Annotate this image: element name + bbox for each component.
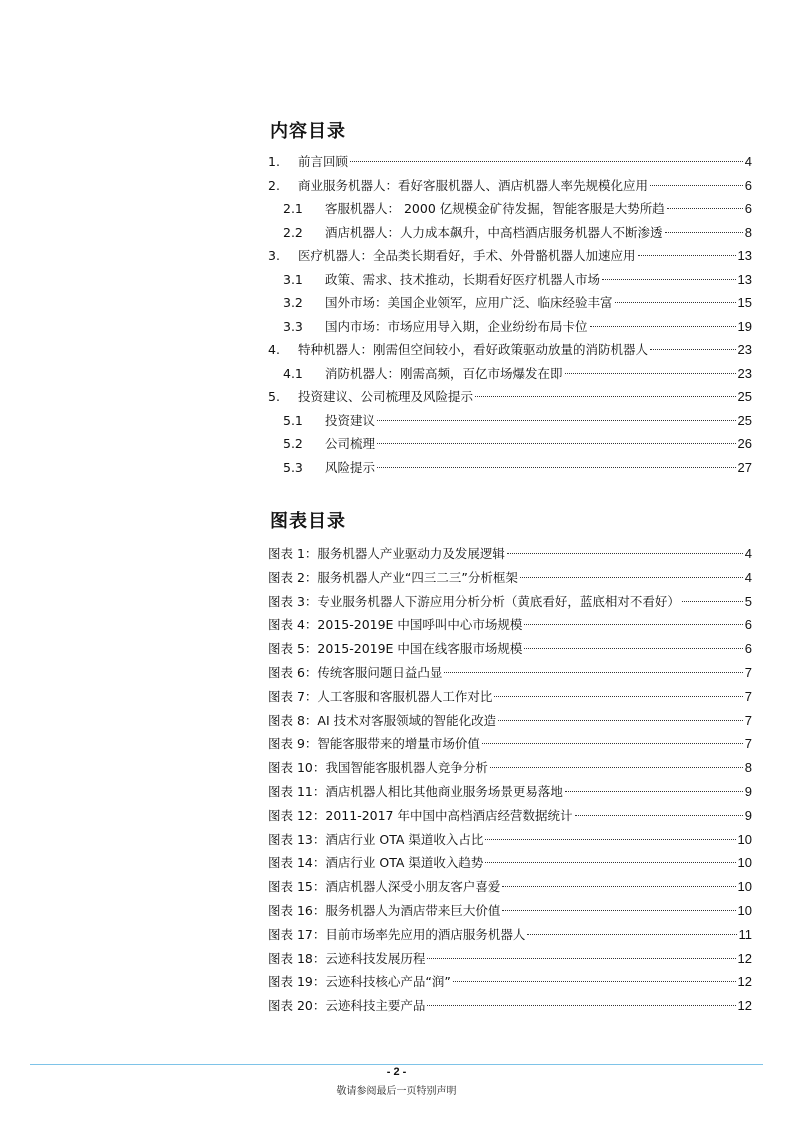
figure-entry[interactable] (268, 899, 752, 923)
figure-entry[interactable] (268, 613, 752, 637)
dot-leader (444, 671, 742, 673)
figure-entry[interactable] (268, 732, 752, 756)
figure-entry-label: 图表 5：2015-2019E 中国在线客服市场规模 (268, 641, 523, 657)
dot-leader (590, 325, 736, 327)
dot-leader (507, 552, 743, 554)
toc-list (268, 150, 752, 479)
figure-entry-page: 10 (737, 902, 752, 918)
figure-entry[interactable] (268, 780, 752, 804)
toc-entry-page: 6 (744, 201, 752, 216)
figure-entry[interactable] (268, 828, 752, 852)
toc-entry-label: 酒店机器人：人力成本飙升，中高档酒店服务机器人不断渗透 (325, 224, 663, 240)
toc-entry-number: 4.1 (283, 365, 303, 381)
figure-entry-label: 图表 17：目前市场率先应用的酒店服务机器人 (268, 926, 526, 942)
toc-entry-page: 15 (737, 295, 752, 310)
figure-entry-page: 10 (737, 879, 752, 895)
figure-entry[interactable] (268, 709, 752, 733)
toc-entry-number: 5.2 (283, 436, 303, 451)
figure-entry[interactable] (268, 542, 752, 566)
toc-entry[interactable] (268, 221, 752, 245)
toc-entry-label: 商业服务机器人：看好客服机器人、酒店机器人率先规模化应用 (298, 177, 649, 193)
figure-entry-label: 图表 4：2015-2019E 中国呼叫中心市场规模 (268, 617, 523, 633)
toc-entry[interactable] (268, 362, 752, 386)
toc-entry-page: 19 (737, 318, 752, 334)
dot-leader (527, 933, 736, 935)
dot-leader (453, 980, 736, 982)
footer-divider (30, 1064, 763, 1065)
figure-entry[interactable] (268, 685, 752, 709)
figure-list (268, 542, 752, 1018)
figure-entry-page: 12 (737, 950, 752, 966)
dot-leader (615, 301, 736, 303)
dot-leader (565, 790, 743, 792)
toc-entry[interactable] (268, 456, 752, 480)
toc-entry-number: 4. (268, 342, 280, 357)
toc-entry-page: 6 (744, 177, 752, 193)
toc-entry-page: 4 (744, 154, 752, 169)
toc-entry-page: 25 (737, 389, 752, 404)
toc-entry-page: 26 (737, 436, 752, 451)
dot-leader (475, 395, 736, 397)
figure-entry[interactable] (268, 947, 752, 971)
toc-entry[interactable] (268, 291, 752, 315)
dot-leader (502, 909, 735, 911)
toc-entry-label: 公司梳理 (325, 436, 376, 451)
toc-entry[interactable] (268, 150, 752, 174)
figure-entry-label: 图表 6：传统客服问题日益凸显 (268, 664, 443, 680)
figure-entry-label: 图表 11：酒店机器人相比其他商业服务场景更易落地 (268, 783, 563, 799)
figure-entry-label: 图表 8：AI 技术对客服领域的智能化改造 (268, 712, 497, 728)
figure-list-title: 图表目录 (270, 511, 346, 532)
figure-entry-page: 10 (737, 855, 752, 871)
figure-entry-page: 8 (744, 760, 752, 776)
toc-entry-label: 特种机器人：刚需但空间较小，看好政策驱动放量的消防机器人 (298, 342, 649, 357)
figure-entry-label: 图表 9：智能客服带来的增量市场价值 (268, 736, 480, 752)
toc-entry-page: 25 (737, 412, 752, 428)
toc-entry-number: 3. (268, 248, 280, 263)
figure-entry-page: 9 (744, 807, 752, 823)
toc-entry[interactable] (268, 409, 752, 433)
figure-entry-page: 5 (744, 593, 752, 609)
toc-entry-page: 13 (737, 248, 752, 263)
toc-entry-page: 23 (737, 342, 752, 357)
dot-leader (377, 442, 736, 444)
toc-entry-label: 国外市场：美国企业领军，应用广泛、临床经验丰富 (325, 295, 613, 310)
dot-leader (485, 838, 735, 840)
figure-entry[interactable] (268, 875, 752, 899)
figure-entry[interactable] (268, 661, 752, 685)
dot-leader (377, 419, 736, 421)
dot-leader (520, 576, 743, 578)
figure-entry-page: 6 (744, 641, 752, 657)
dot-leader (377, 466, 736, 468)
figure-entry-page: 11 (738, 926, 752, 942)
figure-entry-label: 图表 15：酒店机器人深受小朋友客户喜爱 (268, 879, 501, 895)
figure-entry[interactable] (268, 923, 752, 947)
figure-entry[interactable] (268, 851, 752, 875)
figure-entry-label: 图表 16：服务机器人为酒店带来巨大价值 (268, 902, 501, 918)
figure-entry-label: 图表 1：服务机器人产业驱动力及发展逻辑 (268, 546, 505, 561)
toc-entry[interactable] (268, 174, 752, 198)
figure-entry-label: 图表 3：专业服务机器人下游应用分析分析（黄底看好，蓝底相对不看好） (268, 593, 680, 609)
toc-entry-number: 2.2 (283, 224, 303, 240)
figure-entry-label: 图表 18：云迹科技发展历程 (268, 950, 426, 966)
toc-entry-page: 8 (744, 224, 752, 240)
toc-entry-number: 5.1 (283, 412, 303, 428)
figure-entry-page: 7 (744, 712, 752, 728)
dot-leader (350, 160, 743, 162)
figure-entry[interactable] (268, 756, 752, 780)
figure-entry-page: 7 (744, 736, 752, 752)
figure-entry-page: 7 (744, 664, 752, 680)
dot-leader (602, 278, 736, 280)
dot-leader (494, 695, 742, 697)
toc-entry-page: 13 (737, 271, 752, 287)
toc-entry[interactable] (268, 197, 752, 221)
dot-leader (682, 600, 743, 602)
figure-entry-page: 7 (744, 688, 752, 704)
toc-entry-label: 国内市场：市场应用导入期，企业纷纷布局卡位 (325, 318, 588, 334)
toc-entry[interactable] (268, 385, 752, 409)
dot-leader (490, 766, 743, 768)
dot-leader (485, 861, 735, 863)
figure-entry-label: 图表 7：人工客服和客服机器人工作对比 (268, 688, 493, 704)
figure-entry-page: 10 (737, 831, 752, 847)
toc-entry[interactable] (268, 268, 752, 292)
page-number: - 2 - (386, 1066, 407, 1078)
figure-entry-page: 9 (744, 783, 752, 799)
toc-entry[interactable] (268, 315, 752, 339)
dot-leader (482, 742, 743, 744)
dot-leader (427, 957, 735, 959)
figure-entry-label: 图表 2：服务机器人产业“四三二三”分析框架 (268, 569, 518, 585)
figure-entry-page: 12 (737, 974, 752, 990)
dot-leader (650, 348, 736, 350)
figure-entry[interactable] (268, 590, 752, 614)
figure-entry[interactable] (268, 994, 752, 1018)
dot-leader (650, 184, 743, 186)
figure-entry[interactable] (268, 637, 752, 661)
figure-entry[interactable] (268, 804, 752, 828)
toc-entry[interactable] (268, 338, 752, 362)
dot-leader (427, 1004, 735, 1006)
toc-entry-number: 2. (268, 177, 280, 193)
toc-entry[interactable] (268, 244, 752, 268)
toc-entry-label: 客服机器人： 2000 亿规模金矿待发掘，智能客服是大势所趋 (325, 201, 665, 216)
toc-entry-label: 医疗机器人：全品类长期看好，手术、外骨骼机器人加速应用 (298, 248, 636, 263)
toc-entry-label: 消防机器人：刚需高频，百亿市场爆发在即 (325, 365, 563, 381)
toc-entry[interactable] (268, 432, 752, 456)
dot-leader (575, 814, 743, 816)
toc-entry-number: 5.3 (283, 459, 303, 475)
toc-entry-label: 政策、需求、技术推动，长期看好医疗机器人市场 (325, 271, 601, 287)
toc-entry-label: 投资建议、公司梳理及风险提示 (298, 389, 474, 404)
figure-entry-label: 图表 14：酒店行业 OTA 渠道收入趋势 (268, 855, 484, 871)
figure-entry[interactable] (268, 970, 752, 994)
toc-entry-number: 5. (268, 389, 280, 404)
figure-entry-label: 图表 10：我国智能客服机器人竞争分析 (268, 760, 488, 776)
toc-entry-page: 27 (737, 459, 752, 475)
dot-leader (667, 207, 743, 209)
toc-entry-number: 3.1 (283, 271, 303, 287)
dot-leader (565, 372, 736, 374)
toc-entry-label: 投资建议 (325, 412, 376, 428)
figure-entry[interactable] (268, 566, 752, 590)
toc-entry-number: 3.2 (283, 295, 303, 310)
dot-leader (498, 719, 743, 721)
figure-entry-label: 图表 19：云迹科技核心产品“润” (268, 974, 451, 990)
toc-entry-label: 前言回顾 (298, 154, 349, 169)
dot-leader (524, 623, 742, 625)
dot-leader (665, 231, 743, 233)
figure-entry-page: 6 (744, 617, 752, 633)
toc-title: 内容目录 (270, 121, 346, 142)
toc-entry-number: 3.3 (283, 318, 303, 334)
figure-entry-page: 4 (744, 569, 752, 585)
figure-entry-label: 图表 12：2011-2017 年中国中高档酒店经营数据统计 (268, 807, 573, 823)
figure-entry-label: 图表 13：酒店行业 OTA 渠道收入占比 (268, 831, 484, 847)
toc-entry-number: 1. (268, 154, 280, 169)
figure-entry-page: 4 (744, 546, 752, 561)
toc-entry-number: 2.1 (283, 201, 303, 216)
dot-leader (502, 885, 735, 887)
dot-leader (638, 254, 736, 256)
figure-entry-page: 12 (737, 998, 752, 1014)
toc-entry-page: 23 (737, 365, 752, 381)
toc-entry-label: 风险提示 (325, 459, 376, 475)
figure-entry-label: 图表 20：云迹科技主要产品 (268, 998, 426, 1014)
dot-leader (524, 647, 742, 649)
footer-disclaimer: 敬请参阅最后一页特别声明 (336, 1086, 457, 1097)
